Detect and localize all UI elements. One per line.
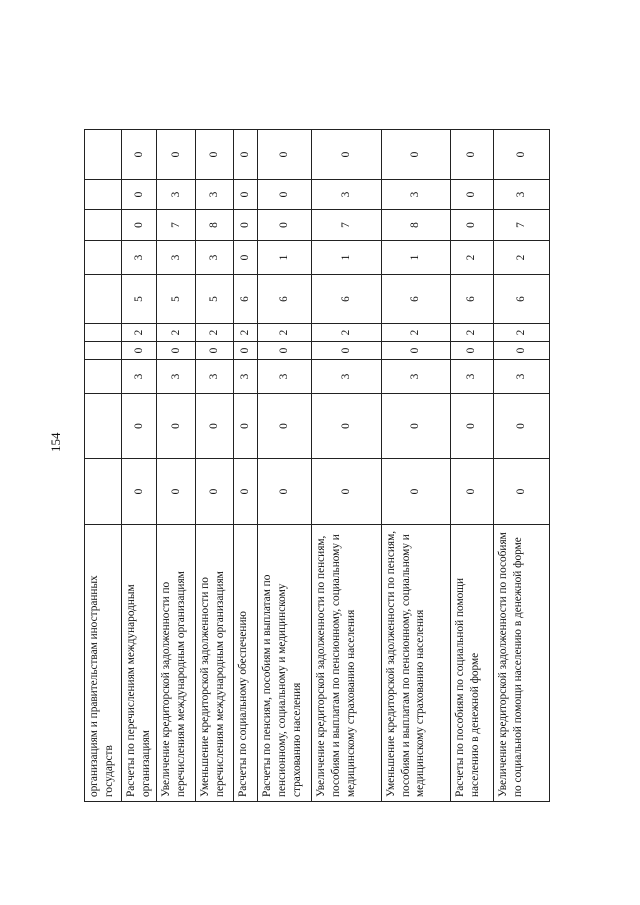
code-cell: 2 — [493, 324, 549, 342]
code-cell: 3 — [233, 360, 257, 394]
code-cell: 6 — [381, 275, 450, 324]
code-cell: 2 — [121, 324, 157, 342]
code-cell: 5 — [195, 275, 233, 324]
code-cell: 0 — [493, 394, 549, 459]
row-label: Уменьшение кредиторской задолженности по перечислениям международным организациям — [195, 525, 233, 802]
code-cell: 6 — [450, 275, 493, 324]
code-cell: 5 — [157, 275, 196, 324]
code-cell: 0 — [258, 130, 312, 180]
code-cell: 0 — [121, 180, 157, 210]
code-cell: 7 — [312, 210, 381, 241]
row-label: организациям и правительствам иностранных государств — [85, 525, 122, 802]
code-cell: 3 — [312, 360, 381, 394]
row-label: Расчеты по пенсиям, пособиям и выплатам по пенсионному, социальному и медицинскому страхованию населения — [258, 525, 312, 802]
code-cell: 6 — [233, 275, 257, 324]
code-cell — [85, 342, 122, 360]
code-cell — [85, 324, 122, 342]
code-cell — [85, 360, 122, 394]
code-cell — [85, 180, 122, 210]
code-cell: 3 — [121, 241, 157, 275]
code-cell: 0 — [450, 180, 493, 210]
code-cell: 0 — [381, 394, 450, 459]
row-label: Увеличение кредиторской задолженности по пенсиям, пособиям и выплатам по пенсионному, социальному и медицинскому страхованию населения — [312, 525, 381, 802]
code-cell: 6 — [258, 275, 312, 324]
code-cell: 5 — [121, 275, 157, 324]
code-cell: 2 — [450, 324, 493, 342]
code-cell: 3 — [157, 360, 196, 394]
code-cell: 3 — [450, 360, 493, 394]
row-label: Увеличение кредиторской задолженности по пособиям по социальной помощи населению в денежной форме — [493, 525, 549, 802]
code-cell: 6 — [312, 275, 381, 324]
code-cell — [85, 394, 122, 459]
code-cell: 0 — [450, 342, 493, 360]
code-cell: 0 — [233, 459, 257, 525]
table-row — [85, 130, 122, 802]
code-cell: 0 — [258, 459, 312, 525]
code-cell: 0 — [258, 210, 312, 241]
code-cell: 0 — [381, 130, 450, 180]
code-cell: 3 — [381, 180, 450, 210]
table-row — [195, 130, 233, 802]
code-cell: 0 — [121, 210, 157, 241]
code-cell: 1 — [312, 241, 381, 275]
code-cell: 0 — [381, 459, 450, 525]
code-cell — [85, 241, 122, 275]
code-cell: 7 — [157, 210, 196, 241]
code-cell: 0 — [450, 210, 493, 241]
code-cell: 8 — [195, 210, 233, 241]
row-label: Уменьшение кредиторской задолженности по пенсиям, пособиям и выплатам по пенсионному, социальному и медицинскому страхованию населения — [381, 525, 450, 802]
code-cell: 0 — [233, 180, 257, 210]
code-cell: 0 — [258, 394, 312, 459]
code-cell: 2 — [493, 241, 549, 275]
code-cell: 6 — [493, 275, 549, 324]
code-cell: 0 — [312, 130, 381, 180]
code-cell: 0 — [233, 394, 257, 459]
code-cell: 8 — [381, 210, 450, 241]
code-cell: 0 — [121, 459, 157, 525]
code-cell: 7 — [493, 210, 549, 241]
table-row — [157, 130, 196, 802]
code-cell: 1 — [381, 241, 450, 275]
table-row — [121, 130, 157, 802]
code-cell: 3 — [195, 180, 233, 210]
code-cell — [85, 210, 122, 241]
code-cell: 0 — [195, 459, 233, 525]
code-cell: 0 — [121, 130, 157, 180]
page-number: 154 — [48, 432, 63, 452]
code-cell — [85, 275, 122, 324]
code-cell: 0 — [450, 459, 493, 525]
account-codes-table — [84, 129, 550, 802]
code-cell: 0 — [450, 394, 493, 459]
code-cell: 0 — [450, 130, 493, 180]
code-cell: 1 — [258, 241, 312, 275]
code-cell: 0 — [233, 241, 257, 275]
code-cell: 2 — [381, 324, 450, 342]
code-cell: 0 — [157, 130, 196, 180]
code-cell: 2 — [233, 324, 257, 342]
code-cell: 0 — [233, 210, 257, 241]
table-row — [233, 130, 257, 802]
row-label: Расчеты по социальному обеспечению — [233, 525, 257, 802]
table-row — [258, 130, 312, 802]
code-cell: 3 — [121, 360, 157, 394]
code-cell: 2 — [157, 324, 196, 342]
code-cell: 0 — [493, 342, 549, 360]
code-cell: 0 — [312, 459, 381, 525]
row-label: Расчеты по пособиям по социальной помощи населению в денежной форме — [450, 525, 493, 802]
code-cell: 3 — [195, 241, 233, 275]
code-cell: 2 — [312, 324, 381, 342]
code-cell: 0 — [258, 180, 312, 210]
code-cell: 0 — [233, 130, 257, 180]
rotated-table-container — [84, 130, 550, 802]
code-cell: 3 — [493, 360, 549, 394]
code-cell: 2 — [258, 324, 312, 342]
code-cell — [85, 459, 122, 525]
row-label: Расчеты по перечислениям международным организациям — [121, 525, 157, 802]
code-cell: 0 — [233, 342, 257, 360]
code-cell: 0 — [157, 394, 196, 459]
code-cell: 3 — [157, 180, 196, 210]
code-cell: 0 — [312, 394, 381, 459]
code-cell: 3 — [381, 360, 450, 394]
code-cell: 0 — [195, 130, 233, 180]
code-cell: 0 — [493, 459, 549, 525]
code-cell: 0 — [121, 342, 157, 360]
code-cell: 0 — [195, 394, 233, 459]
code-cell: 3 — [493, 180, 549, 210]
code-cell: 3 — [195, 360, 233, 394]
row-label: Увеличение кредиторской задолженности по перечислениям международным организациям — [157, 525, 196, 802]
code-cell: 0 — [381, 342, 450, 360]
code-cell: 0 — [121, 394, 157, 459]
table-row — [312, 130, 381, 802]
code-cell: 0 — [157, 342, 196, 360]
code-cell: 2 — [195, 324, 233, 342]
table-row — [493, 130, 549, 802]
code-cell: 0 — [195, 342, 233, 360]
code-cell: 0 — [312, 342, 381, 360]
code-cell: 3 — [258, 360, 312, 394]
table-row — [381, 130, 450, 802]
code-cell: 3 — [157, 241, 196, 275]
code-cell: 2 — [450, 241, 493, 275]
code-cell: 0 — [157, 459, 196, 525]
table-row — [450, 130, 493, 802]
code-cell — [85, 130, 122, 180]
code-cell: 0 — [493, 130, 549, 180]
code-cell: 0 — [258, 342, 312, 360]
table-body — [85, 130, 550, 802]
code-cell: 3 — [312, 180, 381, 210]
